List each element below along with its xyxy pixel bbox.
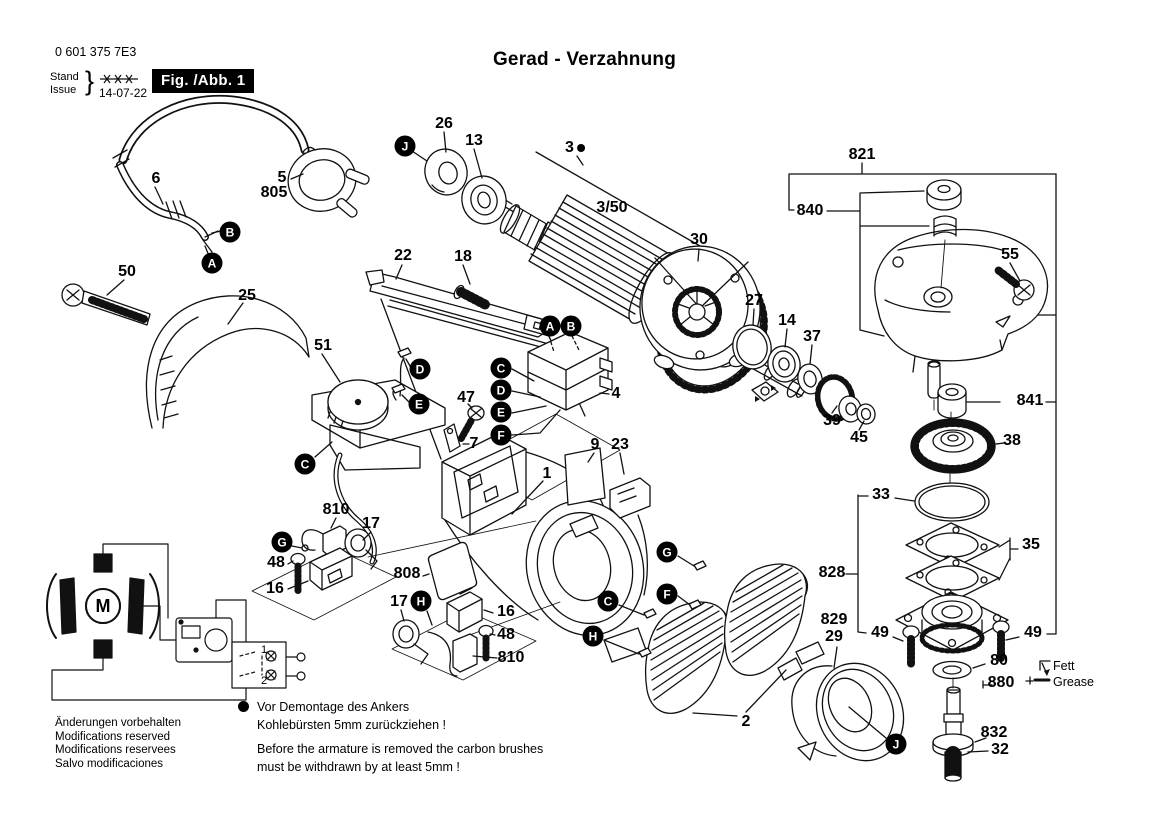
part-label-1: 1 xyxy=(260,644,268,656)
part-label-880: 880 xyxy=(987,674,1015,691)
wire-letter-bubble-c: C xyxy=(295,454,316,475)
part-label-810: 810 xyxy=(497,649,525,666)
wire-letter-bubble-j: J xyxy=(395,136,416,157)
part-label-6: 6 xyxy=(151,170,161,187)
part-label-828: 828 xyxy=(818,564,846,581)
wire-letter-bubble-e: E xyxy=(409,394,430,415)
note-de-line1: Vor Demontage des Ankers xyxy=(257,700,410,714)
issue-date: 14-07-22 xyxy=(99,86,148,100)
wire-letter-bubble-g: G xyxy=(657,542,678,563)
wire-letter-bubble-c: C xyxy=(491,358,512,379)
part-label-805: 805 xyxy=(260,184,288,201)
part-label-27: 27 xyxy=(745,292,763,309)
grease-label-de: Fett xyxy=(1053,659,1075,673)
wire-letter-bubble-d: D xyxy=(410,359,431,380)
part-label-22: 22 xyxy=(394,247,412,264)
part-label-49: 49 xyxy=(1024,624,1042,641)
document-part-number: 0 601 375 7E3 xyxy=(55,45,137,59)
part-label-35: 35 xyxy=(1022,536,1040,553)
figure-label: Fig. /Abb. 1 xyxy=(152,69,254,93)
page-title: Gerad - Verzahnung xyxy=(492,49,677,70)
part-label-33: 33 xyxy=(872,486,890,503)
part-label-32: 32 xyxy=(991,741,1009,758)
wire-letter-bubble-c: C xyxy=(598,591,619,612)
issue-label: Issue xyxy=(50,84,77,96)
part-label-16: 16 xyxy=(266,580,284,597)
part-label-3-50: 3/50 xyxy=(596,199,628,216)
wire-letter-bubble-b: B xyxy=(220,222,241,243)
wire-letter-bubble-h: H xyxy=(411,591,432,612)
revision-line-fr: Modifications reservees xyxy=(55,744,176,756)
part-label-49: 49 xyxy=(871,624,889,641)
part-label-2: 2 xyxy=(741,713,751,730)
wire-letter-bubble-b: B xyxy=(561,316,582,337)
part-label-39: 39 xyxy=(823,412,841,429)
wire-letter-bubble-j: J xyxy=(886,734,907,755)
grease-label-en: Grease xyxy=(1053,675,1094,689)
part-label-17: 17 xyxy=(362,515,380,532)
revision-line-de: Änderungen vorbehalten xyxy=(55,717,181,729)
wire-letter-bubble-g: G xyxy=(272,532,293,553)
part-label-51: 51 xyxy=(314,337,332,354)
note-de-line2: Kohlebürsten 5mm zurückziehen ! xyxy=(257,718,446,732)
part-label-45: 45 xyxy=(850,429,868,446)
wire-letter-bubble-f: F xyxy=(657,584,678,605)
part-label-821: 821 xyxy=(848,146,876,163)
part-label-14: 14 xyxy=(778,312,796,329)
wire-letter-bubble-a: A xyxy=(202,253,223,274)
part-label-4: 4 xyxy=(611,385,621,402)
part-label-9: 9 xyxy=(590,436,600,453)
wire-letter-bubble-d: D xyxy=(491,380,512,401)
part-label-16: 16 xyxy=(497,603,515,620)
revision-line-en: Modifications reserved xyxy=(55,730,171,743)
part-label-832: 832 xyxy=(980,724,1008,741)
part-label-7: 7 xyxy=(469,435,479,452)
part-label-47: 47 xyxy=(457,389,475,406)
part-label-55: 55 xyxy=(1001,246,1019,263)
wire-letter-bubble-e: E xyxy=(491,402,512,423)
part-label-37: 37 xyxy=(803,328,821,345)
part-label-840: 840 xyxy=(796,202,824,219)
part-label-3: 3 xyxy=(565,140,585,156)
part-label-50: 50 xyxy=(118,263,136,280)
part-label-18: 18 xyxy=(454,248,472,265)
part-label-38: 38 xyxy=(1003,432,1021,449)
wire-letter-bubble-h: H xyxy=(583,626,604,647)
part-label-5: 5 xyxy=(277,169,287,186)
part-label-29: 29 xyxy=(825,628,843,645)
wire-letter-bubble-f: F xyxy=(491,425,512,446)
part-label-48: 48 xyxy=(497,626,515,643)
part-label-829: 829 xyxy=(820,611,848,628)
part-label-30: 30 xyxy=(690,231,708,248)
part-label-841: 841 xyxy=(1016,392,1044,409)
wire-letter-bubble-a: A xyxy=(540,316,561,337)
part-label-1: 1 xyxy=(542,465,552,482)
part-label-13: 13 xyxy=(465,132,483,149)
part-label-80: 80 xyxy=(990,652,1008,669)
part-label-17: 17 xyxy=(390,593,408,610)
part-label-25: 25 xyxy=(238,287,256,304)
part-label-26: 26 xyxy=(435,115,453,132)
motor-symbol: M xyxy=(85,588,121,624)
part-label-2: 2 xyxy=(260,675,268,687)
part-label-48: 48 xyxy=(267,554,285,571)
note-en-line1: Before the armature is removed the carbon brushes xyxy=(257,742,544,756)
stand-label: Stand xyxy=(50,71,79,83)
issue-brace: } xyxy=(85,66,95,96)
armature-set-dot-icon xyxy=(577,144,585,152)
part-label-23: 23 xyxy=(611,436,629,453)
part-label-808: 808 xyxy=(393,565,421,582)
revision-line-es: Salvo modificaciones xyxy=(55,757,164,770)
note-en-line2: must be withdrawn by at least 5mm ! xyxy=(257,760,460,774)
part-label-810: 810 xyxy=(322,501,350,518)
